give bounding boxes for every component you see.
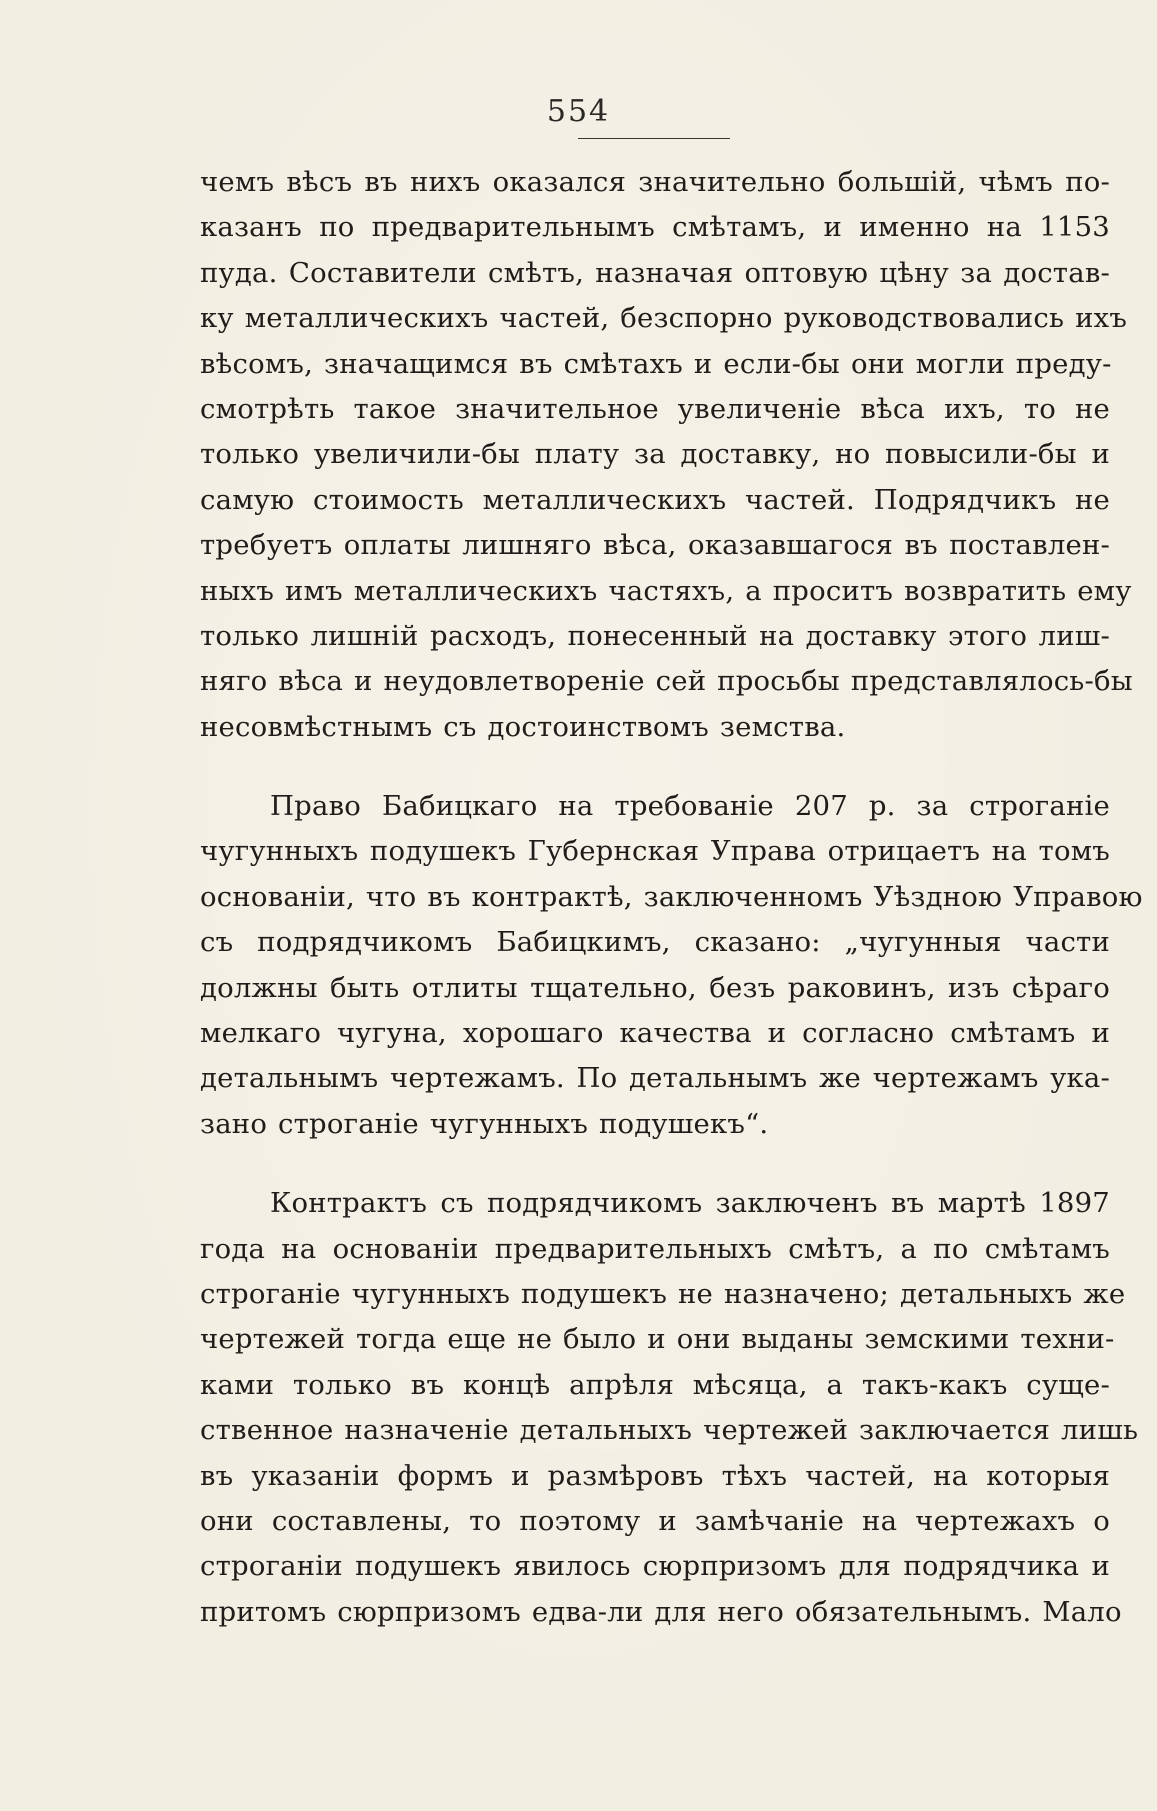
text-line: ственное назначеніе детальныхъ чертежей заключается лишь	[200, 1414, 1139, 1447]
text-line: пуда. Составители смѣтъ, назначая оптовую цѣну за достав-	[200, 256, 1110, 289]
page-body	[200, 160, 1143, 1635]
text-line: вѣсомъ, значащимся въ смѣтахъ и если-бы они могли преду-	[200, 347, 1112, 380]
text-line: чемъ вѣсъ въ нихъ оказался значительно большій, чѣмъ по-	[200, 166, 1110, 198]
text-line: ку металлическихъ частей, безспорно руководствовались ихъ	[200, 302, 1128, 335]
paragraph-gap	[200, 750, 1110, 784]
text-line: въ указаніи формъ и размѣровъ тѣхъ частей, на которыя	[200, 1459, 1110, 1492]
text-line: притомъ сюрпризомъ едва-ли для него обязательнымъ. Мало	[200, 1595, 1122, 1628]
text-line: детальнымъ чертежамъ. По детальнымъ же чертежамъ ука-	[200, 1062, 1110, 1095]
text-line: требуетъ оплаты лишняго вѣса, оказавшагося въ поставлен-	[200, 529, 1110, 562]
text-line: несовмѣстнымъ съ достоинствомъ земства.	[200, 710, 846, 743]
text-line: ками только въ концѣ апрѣля мѣсяца, а такъ-какъ суще-	[200, 1368, 1110, 1401]
text-line: самую стоимость металлическихъ частей. Подрядчикъ не	[200, 483, 1110, 516]
text-line: казанъ по предварительнымъ смѣтамъ, и именно на 1153	[200, 211, 1110, 244]
text-line: основаніи, что въ контрактѣ, заключенномъ Уѣздною Управою	[200, 880, 1143, 913]
text-line: смотрѣть такое значительное увеличеніе вѣса ихъ, то не	[200, 392, 1110, 425]
text-line: только лишній расходъ, понесенный на доставку этого лиш-	[200, 619, 1110, 652]
paragraph	[200, 1181, 1139, 1635]
text-line: года на основаніи предварительныхъ смѣтъ, а по смѣтамъ	[200, 1232, 1110, 1265]
text-line: зано строганіе чугунныхъ подушекъ“.	[200, 1107, 769, 1140]
page-number: 554	[546, 94, 611, 129]
text-line: только увеличили-бы плату за доставку, но повысили-бы и	[200, 438, 1110, 471]
text-line: чертежей тогда еще не было и они выданы земскими техни-	[200, 1323, 1115, 1356]
paragraph	[200, 160, 1133, 750]
text-line: должны быть отлиты тщательно, безъ раковинъ, изъ сѣраго	[200, 971, 1110, 1004]
paragraph-gap	[200, 1147, 1110, 1181]
text-line: Право Бабицкаго на требованіе 207 р. за строганіе	[270, 790, 1110, 823]
text-line: съ подрядчикомъ Бабицкимъ, сказано: „чугунныя части	[200, 926, 1110, 959]
text-line: Контрактъ съ подрядчикомъ заключенъ въ мартѣ 1897	[270, 1187, 1110, 1220]
paragraph	[200, 784, 1143, 1147]
text-line: ныхъ имъ металлическихъ частяхъ, а проситъ возвратить ему	[200, 574, 1132, 607]
text-line: они составлены, то поэтому и замѣчаніе на чертежахъ о	[200, 1504, 1110, 1537]
text-line: чугунныхъ подушекъ Губернская Управа отрицаетъ на томъ	[200, 835, 1110, 868]
text-line: строганіе чугунныхъ подушекъ не назначено; детальныхъ же	[200, 1277, 1126, 1310]
header-rule	[578, 138, 730, 139]
text-line: няго вѣса и неудовлетвореніе сей просьбы представлялось-бы	[200, 665, 1133, 698]
text-line: строганіи подушекъ явилось сюрпризомъ для подрядчика и	[200, 1550, 1110, 1583]
text-line: мелкаго чугуна, хорошаго качества и согласно смѣтамъ и	[200, 1017, 1110, 1050]
